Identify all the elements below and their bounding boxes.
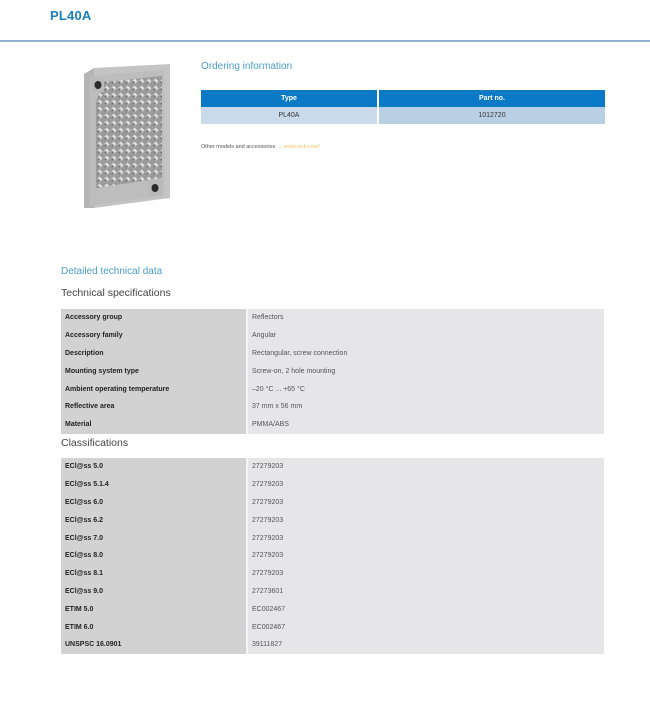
classification-value: 27279203 bbox=[247, 529, 604, 547]
spec-label: Accessory group bbox=[61, 309, 247, 327]
other-models-note bbox=[201, 144, 320, 150]
page-title: PL40A bbox=[50, 8, 92, 23]
classifications-table bbox=[61, 458, 604, 654]
ordering-table bbox=[201, 90, 605, 124]
part-no-cell: 1012720 bbox=[378, 107, 605, 124]
classification-value: EC002467 bbox=[247, 618, 604, 636]
table-row bbox=[61, 309, 604, 327]
table-row bbox=[61, 327, 604, 345]
classification-label: ECl@ss 6.2 bbox=[61, 511, 247, 529]
classification-value: 39111827 bbox=[247, 636, 604, 654]
spec-value: Rectangular, screw connection bbox=[247, 345, 604, 363]
spec-label: Material bbox=[61, 416, 247, 434]
classification-value: 27279203 bbox=[247, 458, 604, 476]
classification-label: UNSPSC 16.0901 bbox=[61, 636, 247, 654]
product-image bbox=[82, 64, 172, 210]
table-row bbox=[61, 398, 604, 416]
table-row bbox=[201, 107, 605, 124]
classification-label: ECl@ss 9.0 bbox=[61, 583, 247, 601]
classification-label: ETIM 5.0 bbox=[61, 600, 247, 618]
table-row bbox=[61, 476, 604, 494]
spec-value: Angular bbox=[247, 327, 604, 345]
type-cell: PL40A bbox=[201, 107, 378, 124]
technical-specifications-table bbox=[61, 309, 604, 434]
spec-value: Screw-on, 2 hole mounting bbox=[247, 362, 604, 380]
detailed-technical-data-title: Detailed technical data bbox=[61, 266, 163, 277]
table-row bbox=[61, 458, 604, 476]
classification-value: 27279203 bbox=[247, 565, 604, 583]
header-divider bbox=[0, 40, 650, 42]
classification-value: 27279203 bbox=[247, 547, 604, 565]
spec-label: Ambient operating temperature bbox=[61, 380, 247, 398]
table-row bbox=[61, 380, 604, 398]
ordering-information-title: Ordering information bbox=[201, 61, 293, 72]
classification-label: ECl@ss 6.0 bbox=[61, 494, 247, 512]
table-row bbox=[61, 547, 604, 565]
table-row bbox=[61, 416, 604, 434]
other-models-text: Other models and accessories bbox=[201, 144, 276, 150]
table-row bbox=[61, 494, 604, 512]
spec-label: Reflective area bbox=[61, 398, 247, 416]
column-header-part-no: Part no. bbox=[378, 90, 605, 107]
spec-label: Description bbox=[61, 345, 247, 363]
spec-label: Accessory family bbox=[61, 327, 247, 345]
table-row bbox=[61, 362, 604, 380]
table-row bbox=[61, 511, 604, 529]
table-row bbox=[61, 565, 604, 583]
spec-label: Mounting system type bbox=[61, 362, 247, 380]
spec-value: PMMA/ABS bbox=[247, 416, 604, 434]
classification-value: 27273601 bbox=[247, 583, 604, 601]
spec-value: 37 mm x 56 mm bbox=[247, 398, 604, 416]
classifications-title: Classifications bbox=[61, 437, 129, 449]
classification-label: ECl@ss 8.1 bbox=[61, 565, 247, 583]
classification-value: EC002467 bbox=[247, 600, 604, 618]
sick-website-link[interactable]: www.sick.com/ bbox=[283, 144, 320, 150]
classification-label: ECl@ss 5.0 bbox=[61, 458, 247, 476]
classification-label: ETIM 6.0 bbox=[61, 618, 247, 636]
column-header-type: Type bbox=[201, 90, 378, 107]
table-row bbox=[61, 529, 604, 547]
table-row bbox=[61, 345, 604, 363]
classification-value: 27279203 bbox=[247, 476, 604, 494]
spec-value: Reflectors bbox=[247, 309, 604, 327]
classification-label: ECl@ss 8.0 bbox=[61, 547, 247, 565]
classification-value: 27279203 bbox=[247, 494, 604, 512]
spec-value: –20 °C ... +65 °C bbox=[247, 380, 604, 398]
arrow-right-icon: → bbox=[276, 144, 283, 150]
table-row bbox=[61, 636, 604, 654]
classification-label: ECl@ss 5.1.4 bbox=[61, 476, 247, 494]
table-row bbox=[61, 618, 604, 636]
classification-value: 27279203 bbox=[247, 511, 604, 529]
table-row bbox=[61, 583, 604, 601]
technical-specifications-title: Technical specifications bbox=[61, 287, 171, 299]
table-row bbox=[61, 600, 604, 618]
classification-label: ECl@ss 7.0 bbox=[61, 529, 247, 547]
